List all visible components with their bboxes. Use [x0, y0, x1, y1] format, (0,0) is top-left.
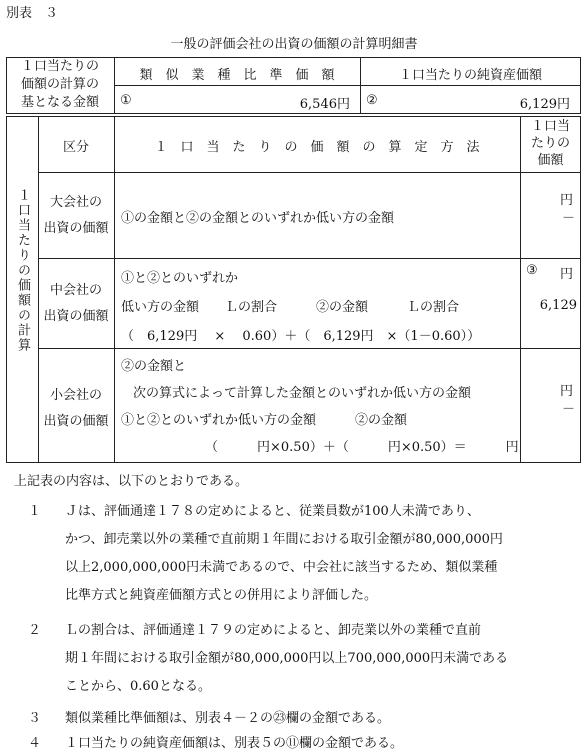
row-medium-company-method: ①と②とのいずれか 低い方の金額 Ｌの割合 ②の金額 Ｌの割合 （ 6,129円 × 0.60）＋（ 6,129円 ×（1－0.60）） — [121, 271, 481, 344]
unit-value-header: １口当 たりの 価額 — [530, 119, 570, 168]
note-item-4: ４ １口当たりの純資産価額は、別表５の⑪欄の金額である。 — [28, 736, 404, 751]
row-medium-company-unit: 円 — [560, 267, 574, 282]
row-small-company-value: － — [562, 402, 576, 417]
circle-1-marker: ① — [120, 93, 132, 108]
similar-industry-value: 6,546円 — [299, 97, 350, 112]
document-title: 一般の評価会社の出資の価額の計算明細書 — [170, 37, 418, 52]
row-small-company-method: ②の金額と 次の算式によって計算した金額とのいずれか低い方の金額 ①と②とのいずれか低い方の金額 ②の金額 （ 円×0.50）＋（ 円×0.50）＝ 円 — [121, 359, 519, 455]
basis-header: １口当たりの 価額の計算の 基となる金額 — [20, 59, 99, 110]
note-item-2: ２ Ｌの割合は、評価通達１７９の定めによると、卸売業以外の業種で直前 期１年間における取引金額が80,000,000円以上700,000,000円未満である ことから、0.60となる。 — [28, 623, 509, 694]
row-large-company-name: 大会社の 出資の価額 — [43, 195, 109, 236]
circle-2-marker: ② — [366, 93, 378, 108]
row-medium-company-circle: ③ — [526, 263, 538, 278]
row-large-company-method: ①の金額と②の金額とのいずれか低い方の金額 — [121, 211, 395, 226]
unit-value-calculation-label: １口当たりの価額の計算 — [15, 188, 30, 353]
row-large-company-unit: 円 — [560, 193, 574, 208]
net-asset-label: １口当たりの純資産価額 — [398, 68, 542, 83]
row-small-company-unit: 円 — [560, 384, 574, 399]
row-large-company-value: － — [562, 211, 576, 226]
net-asset-value: 6,129円 — [519, 97, 570, 112]
row-medium-company-value: 6,129 — [539, 298, 577, 313]
row-small-company-name: 小会社の 出資の価額 — [43, 388, 109, 429]
kubun-header: 区分 — [62, 140, 89, 155]
method-header: １ 口 当 た り の 価 額 の 算 定 方 法 — [154, 140, 480, 155]
row-medium-company-name: 中会社の 出資の価額 — [43, 283, 109, 324]
note-item-1: １ Ｊは、評価通達１７８の定めによると、従業員数が100人未満であり、 かつ、卸売業以外の業種で直前期１年間における取引金額が80,000,000円 以上2,000,000,000円未満であるので、中会社に該当するため、類似業種 比準方式と純資産価額方式との併用により評価した。 — [28, 504, 503, 603]
sheet-label: 別表 ３ — [6, 6, 59, 21]
similar-industry-label: 類 似 業 種 比 準 価 額 — [139, 68, 335, 83]
notes-intro: 上記表の内容は、以下のとおりである。 — [14, 474, 249, 489]
note-item-3: ３ 類似業種比準価額は、別表４－２の㉓欄の金額である。 — [28, 711, 391, 726]
